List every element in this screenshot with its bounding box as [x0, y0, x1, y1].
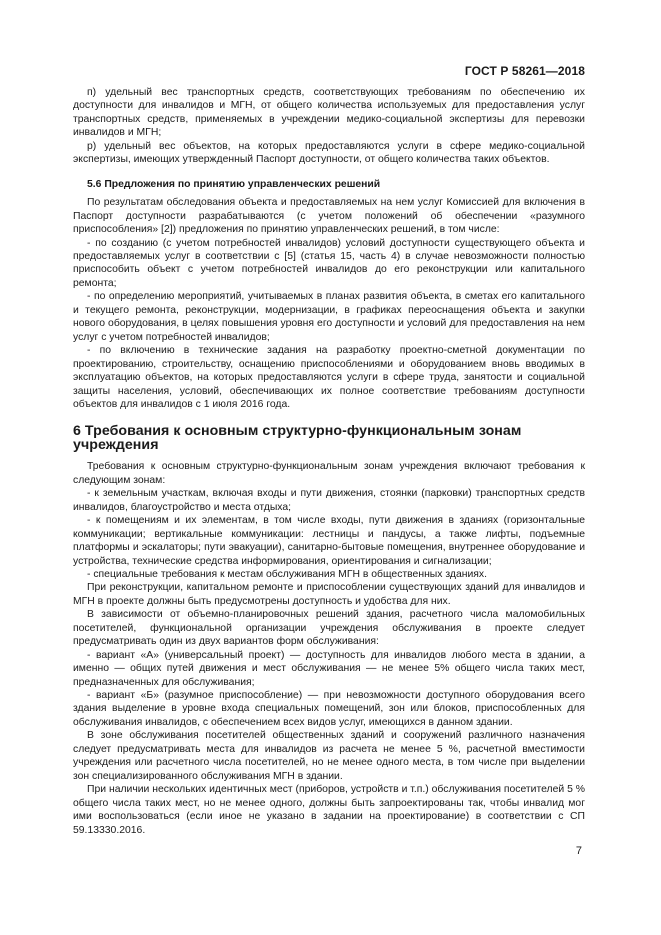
page-content [73, 86, 585, 837]
list-item: - специальные требования к местам обслуживания МГН в общественных зданиях. [87, 568, 487, 580]
section-heading-5-6: 5.6 Предложения по принятию управленческих решений [87, 178, 381, 190]
list-item: - вариант «А» (универсальный проект) — доступность для инвалидов любого места в здании, а именно — общих путей движения и мест обслуживания — не менее 5% общего числа таких мест, предназначенных для обслуживания; [73, 649, 585, 688]
list-item: - к помещениям и их элементам, в том числе входы, пути движения в зданиях (горизонтальные коммуникации; вертикальные коммуникации: лестницы и пандусы, а также лифты, подъемные платформы и эскалаторы; пути эвакуации), санитарно-бытовые помещения, внутреннее оборудование и устройства, технические средства информирования, ориентирования и сигнализации; [73, 515, 585, 567]
paragraph: Требования к основным структурно-функциональным зонам учреждения включают требования к следующим зонам: [73, 461, 585, 486]
paragraph: При реконструкции, капитальном ремонте и приспособлении существующих зданий для инвалидов и МГН в проекте должны быть предусмотрены доступность и удобства для них. [73, 582, 585, 607]
list-item: - по определению мероприятий, учитываемых в планах развития объекта, в сметах его капитального и текущего ремонта, реконструкции, модернизации, в графиках переоснащения объекта и закупки нового оборудования, в целях повышения уровня его доступности и условий для предоставления на нем услуг с учетом потребностей инвалидов; [73, 291, 585, 343]
paragraph: В зоне обслуживания посетителей общественных зданий и сооружений различного назначения следует предусматривать места для инвалидов из расчета не менее 5 %, расчетной вместимости учреждения или расчетного числа посетителей, но не менее одного места, в том числе при выделении зон специализированного обслуживания МГН в здании. [73, 730, 585, 782]
paragraph: При наличии нескольких идентичных мест (приборов, устройств и т.п.) обслуживания посетителей 5 % общего числа таких мест, но не менее одного, должны быть запроектированы так, чтобы инвалид мог ими воспользоваться (если иное не указано в задании на проектирование) в соответствии с СП 59.13330.2016. [73, 784, 585, 836]
list-item: - вариант «Б» (разумное приспособление) — при невозможности доступного оборудования всего здания выделение в уровне входа специальных помещений, зон или блоков, приспособленных для обслуживания инвалидов, с обеспечением всех видов услуг, имеющихся в данном здании. [73, 690, 585, 728]
list-item: - по включению в технические задания на разработку проектно-сметной документации по проектированию, строительству, оснащению приспособлениями и оборудованием вновь вводимых в эксплуатацию объектов, на которых предоставляются услуги в сфере труда, занятости и социальной защиты населения, условий, обеспечивающих их полное соответствие требованиям доступности объектов для инвалидов с 1 июля 2016 года. [73, 345, 585, 410]
paragraph: В зависимости от объемно-планировочных решений здания, расчетного числа маломобильных посетителей, функциональной организации учреждения обслуживания в проекте следует предусматривать один из двух вариантов форм обслуживания: [73, 609, 585, 648]
section-heading-6: 6 Требования к основным структурно-функциональным зонам учреждения [73, 423, 522, 453]
page-number: 7 [575, 845, 582, 857]
document-id: ГОСТ Р 58261—2018 [464, 64, 585, 78]
list-item: - к земельным участкам, включая входы и пути движения, стоянки (парковки) транспортных средств инвалидов, благоустройство и места отдыха; [73, 488, 585, 513]
paragraph: р) удельный вес объектов, на которых предоставляются услуги в сфере медико-социальной экспертизы, имеющих утвержденный Паспорт доступности, от общего количества таких объектов. [73, 140, 585, 166]
list-item: - по созданию (с учетом потребностей инвалидов) условий доступности существующего объекта и предоставляемых услуг в соответствии с [5] (статья 15, часть 4) в случае невозможности полностью приспособить объект с учетом потребностей инвалидов до его реконструкции или капитального ремонта; [73, 237, 585, 289]
paragraph: п) удельный вес транспортных средств, соответствующих требованиям по обеспечению их доступности для инвалидов и МГН, от общего количества используемых для предоставления услуг транспортных средств, применяемых в учреждении медико-социальной экспертизы для перевозки инвалидов и МГН; [73, 87, 585, 139]
paragraph: По результатам обследования объекта и предоставляемых на нем услуг Комиссией для включения в Паспорт доступности разрабатываются (с учетом положений об обеспечении «разумного приспособления» [2]) предложения по принятию управленческих решений, в том числе: [73, 197, 585, 236]
